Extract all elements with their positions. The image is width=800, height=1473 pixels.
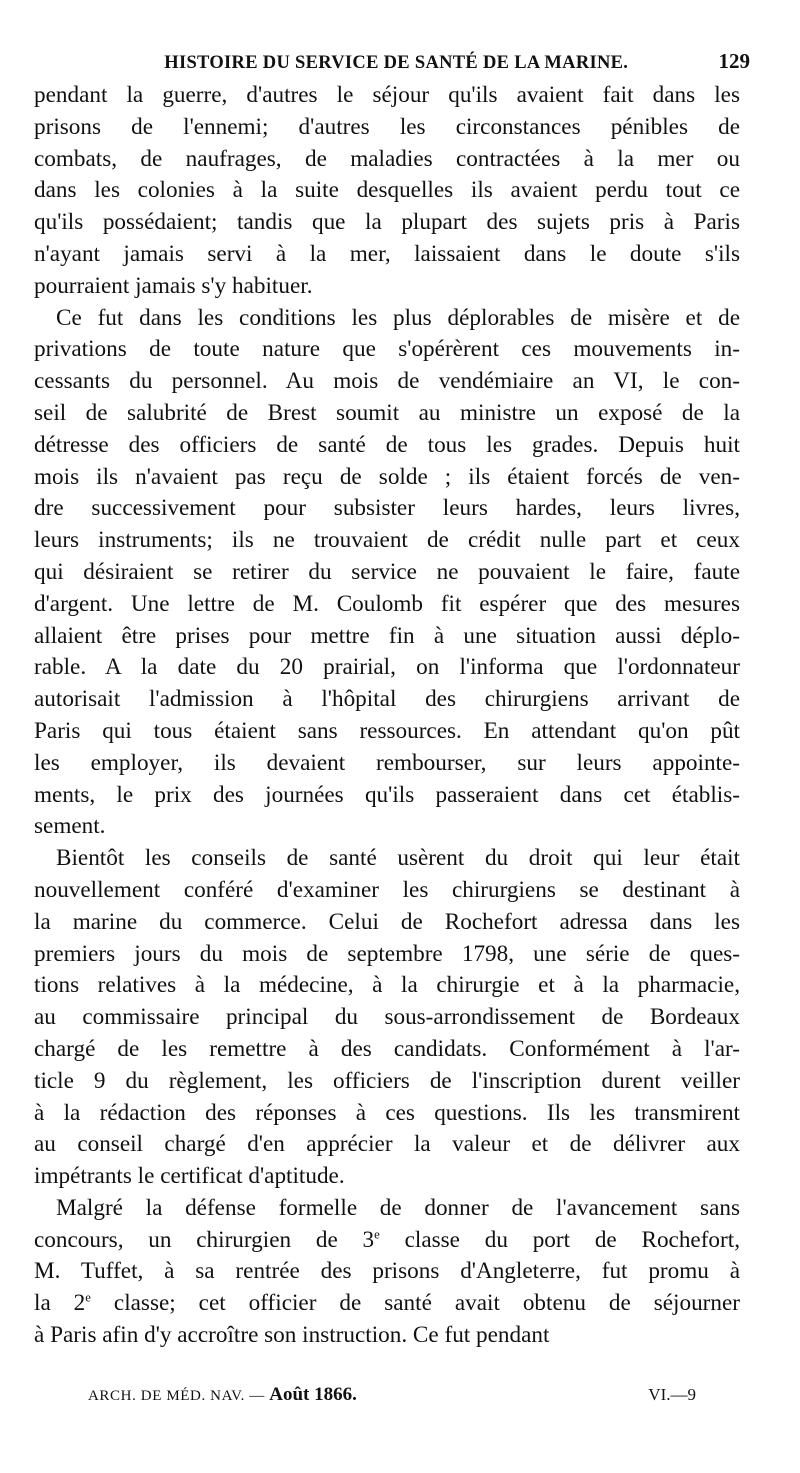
text-line: seil de salubrité de Brest soumit au ministre un exposé de la xyxy=(34,399,740,426)
text-line: nouvellement conféré d'examiner les chirurgiens se destinant à xyxy=(34,876,740,903)
text-line: tions relatives à la médecine, à la chirurgie et à la pharmacie, xyxy=(34,972,740,999)
text-line: sement. xyxy=(34,813,106,840)
page-header xyxy=(34,40,750,74)
text-line: prisons de l'ennemi; d'autres les circonstances pénibles de xyxy=(34,113,740,140)
text-line: chargé de les remettre à des candidats. Conformément à l'ar- xyxy=(34,1035,740,1062)
body-text xyxy=(34,80,740,1352)
text-line: allaient être prises pour mettre fin à une situation aussi déplo- xyxy=(34,622,740,649)
paragraph xyxy=(34,303,740,844)
text-line: pourraient jamais s'y habituer. xyxy=(34,272,313,299)
issue-date: Août 1866. xyxy=(269,1384,357,1405)
running-title: HISTOIRE DU SERVICE DE SANTÉ DE LA MARINE. xyxy=(164,53,629,73)
paragraph xyxy=(34,843,740,1193)
page-number: 129 xyxy=(718,49,750,73)
text-line: n'ayant jamais servi à la mer, laissaient dans le doute s'ils xyxy=(34,240,740,267)
text-line: pendant la guerre, d'autres le séjour qu'ils avaient fait dans les xyxy=(34,82,740,108)
text-line: qui désiraient se retirer du service ne pouvaient le faire, faute xyxy=(34,558,740,585)
paragraph xyxy=(34,1193,740,1352)
footer-journal xyxy=(88,1384,357,1406)
signature-mark: VI.—9 xyxy=(648,1385,696,1404)
text-line: la 2e classe; cet officier de santé avait obtenu de séjourner xyxy=(34,1290,741,1317)
text-line: ments, le prix des journées qu'ils passeraient dans cet établis- xyxy=(34,781,740,808)
text-line: dans les colonies à la suite desquelles ils avaient perdu tout ce xyxy=(34,177,740,204)
text-line: premiers jours du mois de septembre 1798, une série de ques- xyxy=(34,940,740,967)
text-line: impétrants le certificat d'aptitude. xyxy=(34,1163,345,1190)
text-line: Malgré la défense formelle de donner de l'avancement sans xyxy=(56,1194,740,1221)
text-line: d'argent. Une lettre de M. Coulomb fit espérer que des mesures xyxy=(34,590,740,617)
page-footer xyxy=(88,1384,696,1406)
text-line: leurs instruments; ils ne trouvaient de crédit nulle part et ceux xyxy=(34,527,740,554)
text-line: mois ils n'avaient pas reçu de solde ; ils étaient forcés de ven- xyxy=(34,463,740,490)
text-line: au commissaire principal du sous-arrondissement de Bordeaux xyxy=(34,1004,740,1031)
text-line: autorisait l'admission à l'hôpital des chirurgiens arrivant de xyxy=(34,686,740,713)
text-line: rable. A la date du 20 prairial, on l'informa que l'ordonnateur xyxy=(34,654,740,681)
text-line: M. Tuffet, à sa rentrée des prisons d'Angleterre, fut promu à xyxy=(34,1258,740,1285)
journal-abbreviation: ARCH. DE MÉD. NAV. — xyxy=(88,1388,265,1404)
text-line: la marine du commerce. Celui de Rochefort adressa dans les xyxy=(34,908,740,935)
text-line: Ce fut dans les conditions les plus déplorables de misère et de xyxy=(56,304,740,331)
text-line: détresse des officiers de santé de tous les grades. Depuis huit xyxy=(34,431,740,458)
text-line: au conseil chargé d'en apprécier la valeur et de délivrer aux xyxy=(34,1131,740,1158)
text-line: cessants du personnel. Au mois de vendémiaire an VI, le con- xyxy=(34,368,740,395)
text-line: combats, de naufrages, de maladies contractées à la mer ou xyxy=(34,145,740,172)
text-line: les employer, ils devaient rembourser, sur leurs appointe- xyxy=(34,749,740,776)
text-line: à Paris afin d'y accroître son instruction. Ce fut pendant xyxy=(34,1322,550,1349)
text-line: à la rédaction des réponses à ces questions. Ils les transmirent xyxy=(34,1099,740,1126)
text-line: privations de toute nature que s'opérèrent ces mouvements in- xyxy=(34,336,740,363)
text-line: concours, un chirurgien de 3e classe du port de Rochefort, xyxy=(34,1226,740,1253)
text-line: qu'ils possédaient; tandis que la plupart des sujets pris à Paris xyxy=(34,209,740,236)
text-line: dre successivement pour subsister leurs hardes, leurs livres, xyxy=(34,495,740,522)
text-line: ticle 9 du règlement, les officiers de l'inscription durent veiller xyxy=(34,1067,740,1094)
paragraph xyxy=(34,80,740,303)
text-line: Paris qui tous étaient sans ressources. En attendant qu'on pût xyxy=(34,717,740,744)
text-line: Bientôt les conseils de santé usèrent du droit qui leur était xyxy=(56,845,740,872)
